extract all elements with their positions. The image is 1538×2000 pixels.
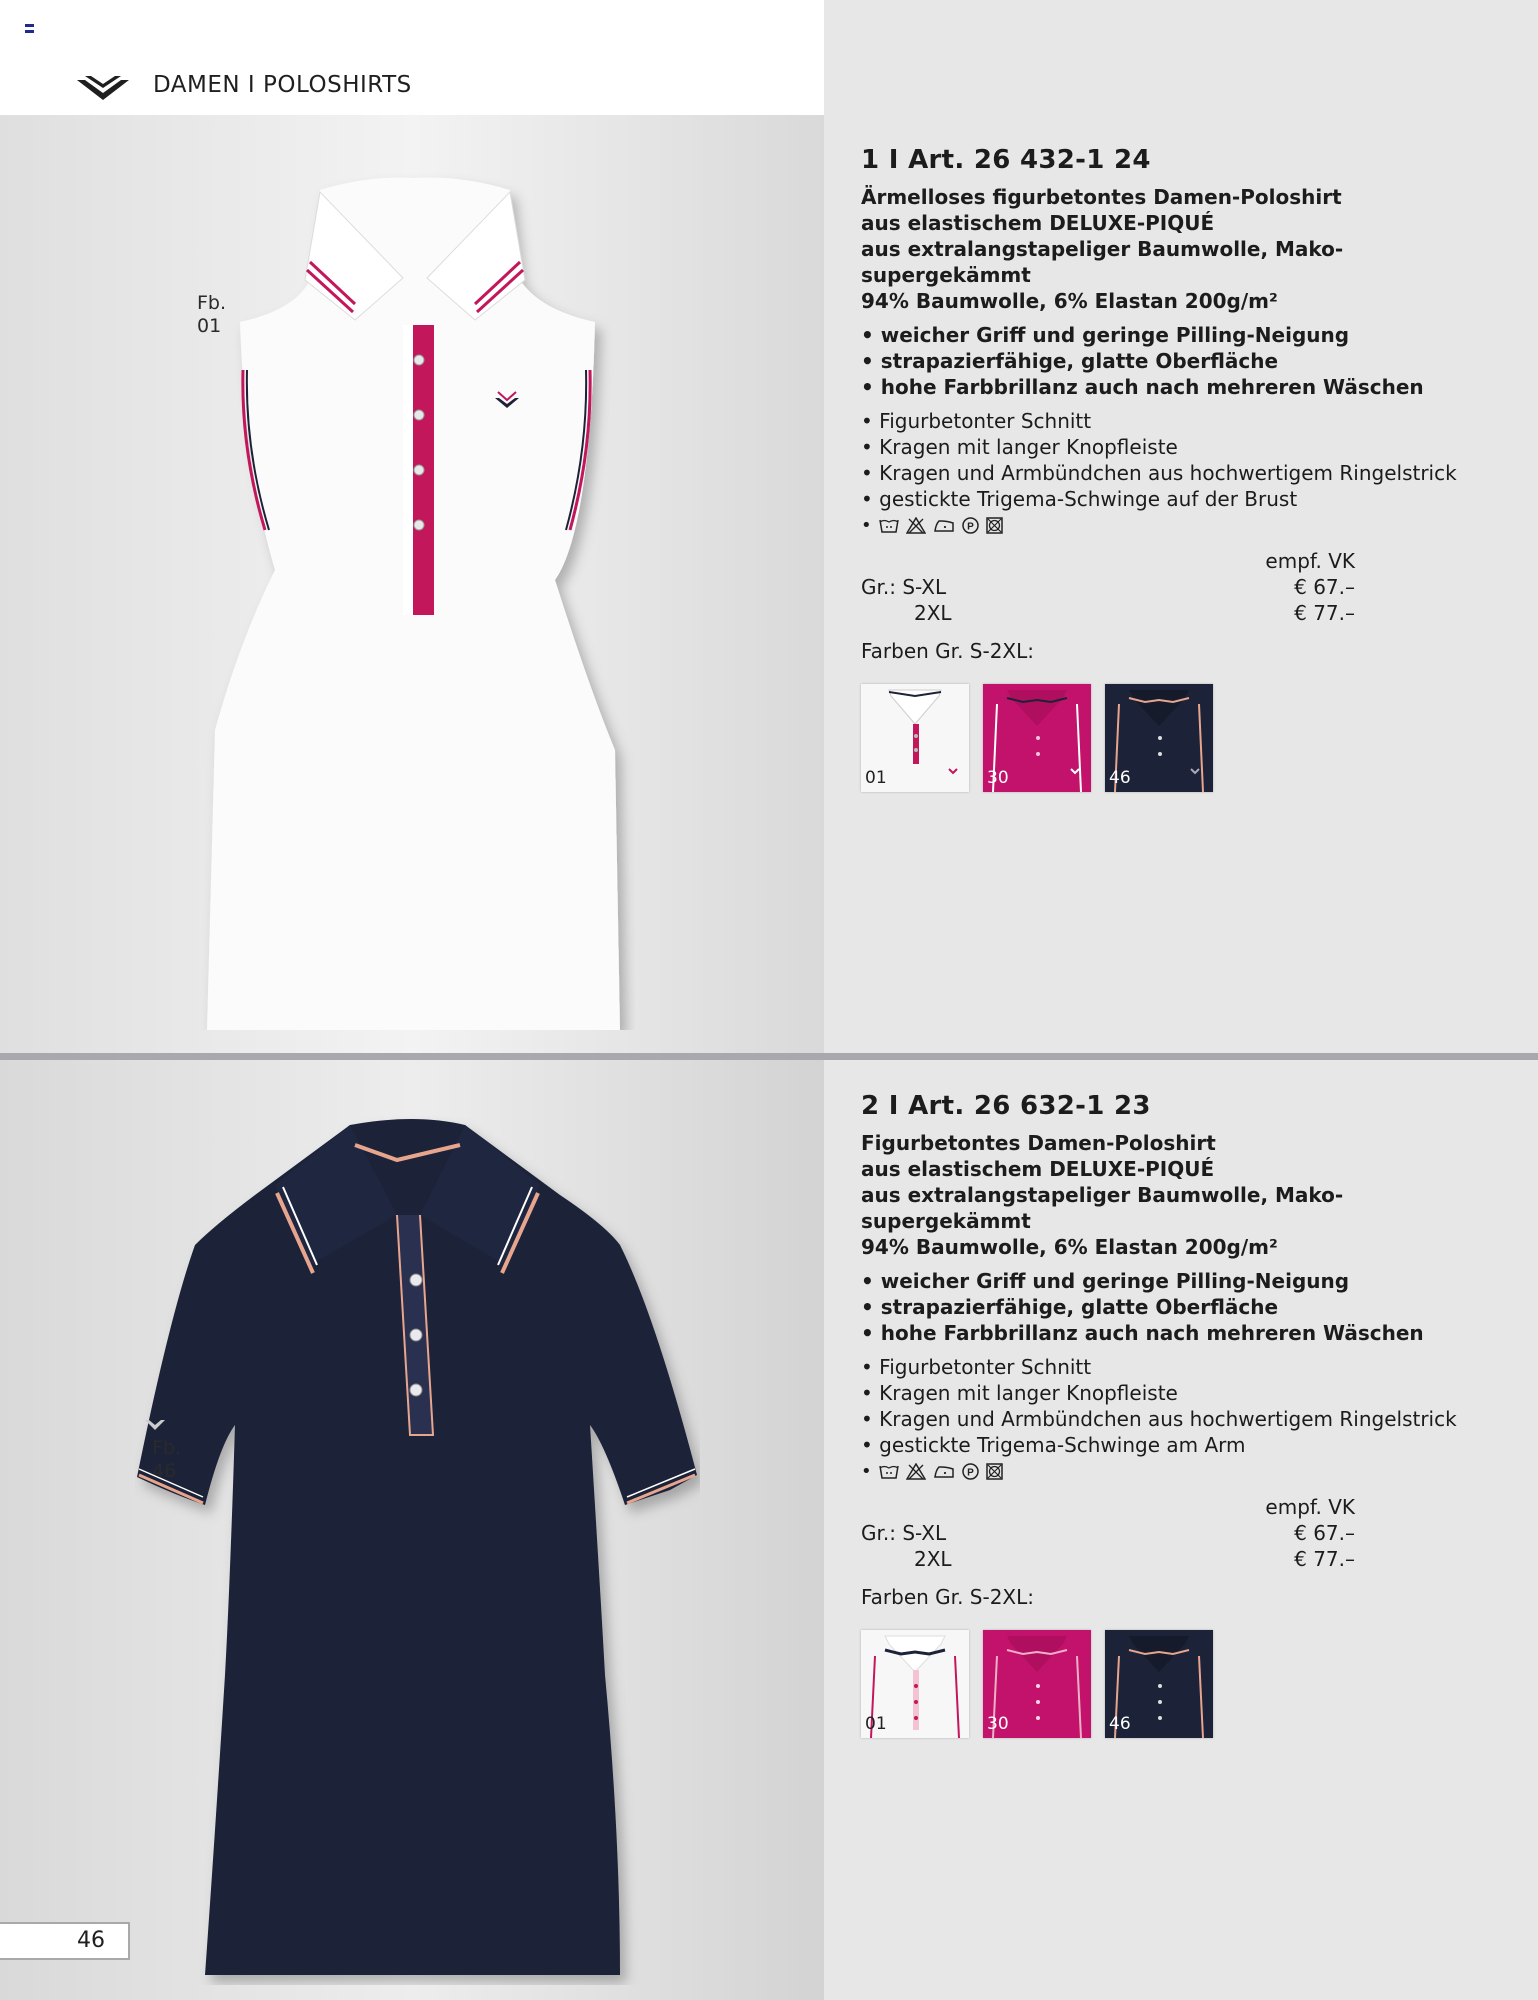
description-line: aus extralangstapeliger Baumwolle, Mako-supergekämmt: [861, 237, 1344, 287]
no-bleach-icon: [906, 517, 926, 534]
product-1-info: [861, 145, 1501, 792]
color-swatch-01[interactable]: 01: [861, 1630, 969, 1738]
dry-clean-p-icon: [962, 1463, 979, 1480]
short-sleeve-polo-shirt-image: [135, 1115, 700, 1985]
pricing-table: [861, 548, 1501, 628]
color-code-label: Fb. 46: [152, 1437, 182, 1482]
colors-label: Farben Gr. S-2XL:: [861, 1585, 1034, 1609]
page-number: 46: [77, 1928, 105, 1953]
price-s-xl: € 67.–: [1294, 1521, 1355, 1545]
no-tumble-dry-icon: [986, 1463, 1003, 1480]
colors-label: Farben Gr. S-2XL:: [861, 639, 1034, 663]
bold-bullet: • hohe Farbbrillanz auch nach mehreren Wäschen: [861, 1321, 1424, 1345]
page-header: [0, 0, 824, 115]
product-1-photo: [0, 115, 824, 1053]
feature-item: • Figurbetonter Schnitt: [861, 1355, 1092, 1379]
price-s-xl: € 67.–: [1294, 575, 1355, 599]
trigema-logo-icon: [75, 74, 131, 106]
feature-item: • Kragen mit langer Knopfleiste: [861, 435, 1178, 459]
feature-item: • Figurbetonter Schnitt: [861, 409, 1092, 433]
svg-text:P: P: [966, 521, 974, 532]
price-2xl: € 77.–: [1294, 601, 1355, 625]
color-swatch-01[interactable]: 01: [861, 684, 969, 792]
color-swatch-30[interactable]: 30: [983, 684, 1091, 792]
color-code-label: Fb. 01: [197, 292, 227, 337]
bold-bullet: • strapazierfähige, glatte Oberfläche: [861, 1295, 1279, 1319]
price-header: empf. VK: [1265, 549, 1355, 573]
color-swatch-46[interactable]: 46: [1105, 684, 1213, 792]
feature-item: • gestickte Trigema-Schwinge auf der Brust: [861, 487, 1298, 511]
article-number: 2 I Art. 26 632-1 23: [861, 1091, 1151, 1121]
wash-30-icon: [879, 517, 899, 533]
feature-item: • Kragen und Armbündchen aus hochwertigem Ringelstrick: [861, 1407, 1457, 1431]
dry-clean-p-icon: [962, 517, 979, 534]
section-title: DAMEN I POLOSHIRTS: [153, 72, 412, 98]
description-line: aus elastischem DELUXE-PIQUÉ: [861, 1157, 1215, 1181]
feature-item: • Kragen und Armbündchen aus hochwertigem Ringelstrick: [861, 461, 1457, 485]
feature-item: • gestickte Trigema-Schwinge am Arm: [861, 1433, 1246, 1457]
price-2xl: € 77.–: [1294, 1547, 1355, 1571]
wash-30-icon: [879, 1463, 899, 1479]
iron-low-icon: [933, 1464, 955, 1479]
price-header: empf. VK: [1265, 1495, 1355, 1519]
feature-item: • Kragen mit langer Knopfleiste: [861, 1381, 1178, 1405]
size-range-2xl: 2XL: [914, 1547, 952, 1571]
bold-bullet: • hohe Farbbrillanz auch nach mehreren Wäschen: [861, 375, 1424, 399]
color-swatch-30[interactable]: 30: [983, 1630, 1091, 1738]
color-swatches: [861, 684, 1501, 792]
description-line: Figurbetontes Damen-Poloshirt: [861, 1131, 1216, 1155]
no-bleach-icon: [906, 1463, 926, 1480]
care-symbols: • P: [861, 1458, 1501, 1484]
sleeveless-polo-shirt-image: [195, 170, 635, 1030]
svg-text:P: P: [966, 1467, 974, 1478]
pricing-table: [861, 1494, 1501, 1574]
description-line: aus extralangstapeliger Baumwolle, Mako-supergekämmt: [861, 1183, 1344, 1233]
color-swatch-46[interactable]: 46: [1105, 1630, 1213, 1738]
article-number: 1 I Art. 26 432-1 24: [861, 145, 1151, 175]
section-divider: [0, 1053, 1538, 1060]
iron-low-icon: [933, 518, 955, 533]
flag-icon: [25, 24, 34, 33]
size-range: Gr.: S-XL: [861, 1521, 947, 1545]
description-line: aus elastischem DELUXE-PIQUÉ: [861, 211, 1215, 235]
product-2-photo: [0, 1060, 824, 2000]
size-range: Gr.: S-XL: [861, 575, 947, 599]
description-line: 94% Baumwolle, 6% Elastan 200g/m²: [861, 289, 1278, 313]
care-symbols: • P: [861, 512, 1501, 538]
bold-bullet: • weicher Griff und geringe Pilling-Neigung: [861, 1269, 1350, 1293]
no-tumble-dry-icon: [986, 517, 1003, 534]
description-line: 94% Baumwolle, 6% Elastan 200g/m²: [861, 1235, 1278, 1259]
page-number-box: [0, 1922, 130, 1960]
color-swatches: [861, 1630, 1501, 1738]
description-line: Ärmelloses figurbetontes Damen-Poloshirt: [861, 185, 1342, 209]
bold-bullet: • weicher Griff und geringe Pilling-Neigung: [861, 323, 1350, 347]
product-2-info: [861, 1091, 1501, 1738]
size-range-2xl: 2XL: [914, 601, 952, 625]
bold-bullet: • strapazierfähige, glatte Oberfläche: [861, 349, 1279, 373]
